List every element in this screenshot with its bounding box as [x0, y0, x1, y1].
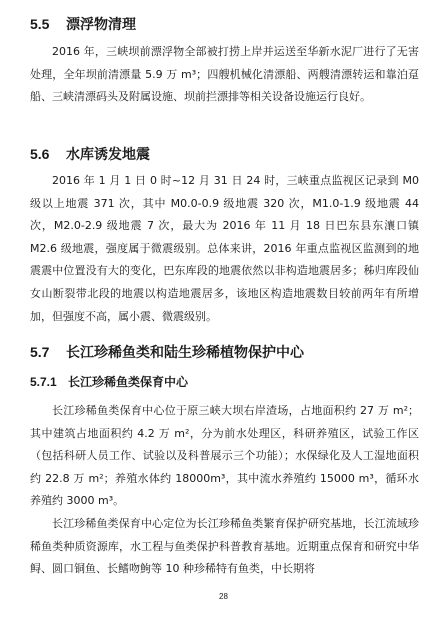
section-heading-5-6	[30, 145, 417, 164]
subsection-number: 5.7.1	[30, 375, 57, 389]
paragraph-fish-center-role: 长江珍稀鱼类保育中心定位为长江珍稀鱼类繁育保护研究基地，长江流域珍稀鱼类种质资源库，水工程与鱼类保护科普教育基地。近期重点保育和研究中华鲟、圆口铜鱼、长鳍吻鮈等 10 种珍稀特有鱼类，中长期将	[30, 517, 419, 576]
paragraph-fish-center-site: 长江珍稀鱼类保育中心位于原三峡大坝右岸渣场，占地面积约 27 万 m²；其中建筑占地面积约 4.2 万 m²，分为前水处理区，科研养殖区，试验工作区（包括科研人员工作、试验以及科普展示三个功能）；水保绿化及人工湿地面积约 22.8 万 m²；养殖水体约 18000m³，其中流水养殖约 15000 m³，循环水养殖约 3000 m³。	[30, 404, 419, 508]
section-number: 5.5	[30, 16, 50, 32]
section-number: 5.7	[30, 344, 50, 360]
subsection-title: 长江珍稀鱼类保育中心	[68, 375, 189, 389]
subsection-heading-5-7-1	[30, 374, 417, 390]
paragraph-induced-earthquakes: 2016 年 1 月 1 日 0 时~12 月 31 日 24 时，三峡重点监视区记录到 M0 级以上地震 371 次，其中 M0.0-0.9 级地震 320 次，M1.0-1.9 级地震 44 次，M2.0-2.9 级地震 7 次，最大为 2016 年 11 月 18 日巴东县东瀼口镇 M2.6 级地震，强度属于微震级别。总体来讲，2016 年重点监视区监测到的地震震中位置没有大的变化，巴东库段的地震依然以非构造地震居多；秭归库段仙女山断裂带北段的地震以构造地震居多，该地区构造地震数目较前两年有所增加，但强度不高，属小震、微震级别。	[30, 174, 419, 323]
section-heading-5-5	[30, 15, 417, 34]
section-title: 长江珍稀鱼类和陆生珍稀植物保护中心	[66, 345, 304, 361]
page-number: 28	[219, 592, 228, 601]
section-title: 漂浮物清理	[66, 17, 136, 33]
section-number: 5.6	[30, 146, 50, 162]
paragraph-floating-debris: 2016 年，三峡坝前漂浮物全部被打捞上岸并运送至华新水泥厂进行了无害处理，全年坝前清漂量 5.9 万 m³；四艘机械化清漂船、两艘清漂转运和靠泊趸船、三峡清漂码头及附属设施、坝前拦漂排等相关设备设施运行良好。	[30, 45, 419, 104]
section-heading-5-7	[30, 343, 417, 362]
section-title: 水库诱发地震	[66, 147, 150, 163]
